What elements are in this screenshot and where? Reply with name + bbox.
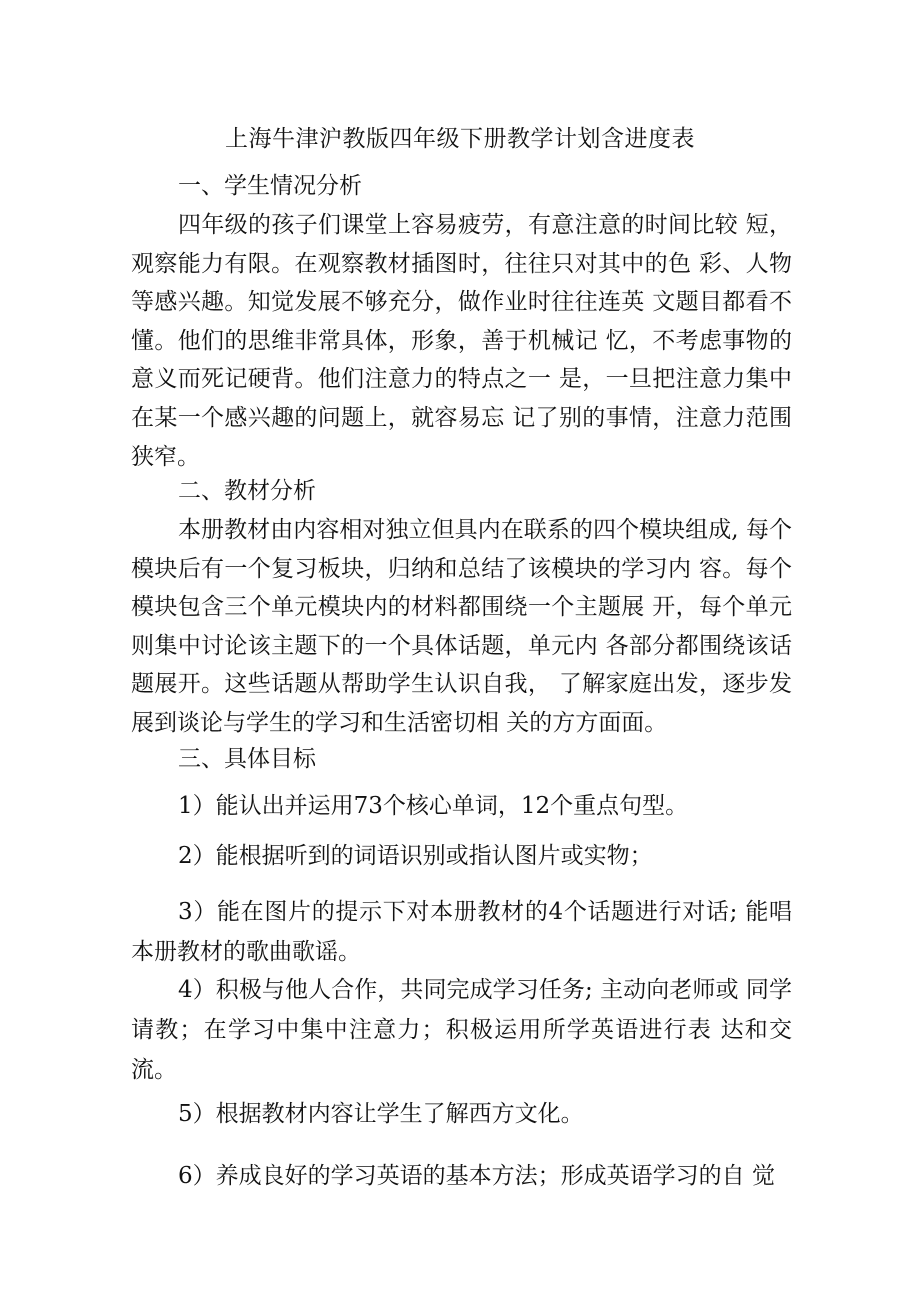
section-heading-textbook-analysis: 二、教材分析 [178,478,316,504]
document-title: 上海牛津沪教版四年级下册教学计划含进度表 [225,126,695,152]
section-heading-objectives: 三、具体目标 [178,746,316,772]
paragraph-textbook-analysis: 本册教材由内容相对独立但具内在联系的四个模块组成, 每个模块后有一个复习板块，归纳和总结了该模块的学习内 容。每个模块包含三个单元模块内的材料都围绕一个主题展 开，每个单元则集中讨论该主题下的一个具体话题，单元内 各部分都围绕该话题展开。这些话题从帮助学生认识自我， 了解家庭出发，逐步发展到谈论与学生的学习和生活密切相 关的方方面面。 [131,517,792,736]
paragraph-student-analysis: 四年级的孩子们课堂上容易疲劳，有意注意的时间比较 短，观察能力有限。在观察教材插图时，往往只对其中的色 彩、人物等感兴趣。知觉发展不够充分，做作业时往往连英 文题目都看不懂。他们的思维非常具体，形象，善于机械记 忆，不考虑事物的意义而死记硬背。他们注意力的特点之一 是，一旦把注意力集中在某一个感兴趣的问题上，就容易忘 记了别的事情，注意力范围狭窄。 [131,212,792,470]
objective-item-4: 4）积极与他人合作，共同完成学习任务; 主动向老师或 同学请教；在学习中集中注意力；积极运用所学英语进行表 达和交流。 [131,977,792,1083]
objective-item-3: 3）能在图片的提示下对本册教材的4个话题进行对话; 能唱本册教材的歌曲歌谣。 [131,899,792,965]
section-heading-student-analysis: 一、学生情况分析 [178,173,362,199]
objective-item-6: 6）养成良好的学习英语的基本方法；形成英语学习的自 觉 [178,1163,775,1189]
objective-item-5: 5）根据教材内容让学生了解西方文化。 [178,1101,584,1127]
objective-item-1: 1）能认出并运用73个核心单词，12个重点句型。 [178,793,689,819]
objective-item-2: 2）能根据听到的词语识别或指认图片或实物； [178,843,653,869]
